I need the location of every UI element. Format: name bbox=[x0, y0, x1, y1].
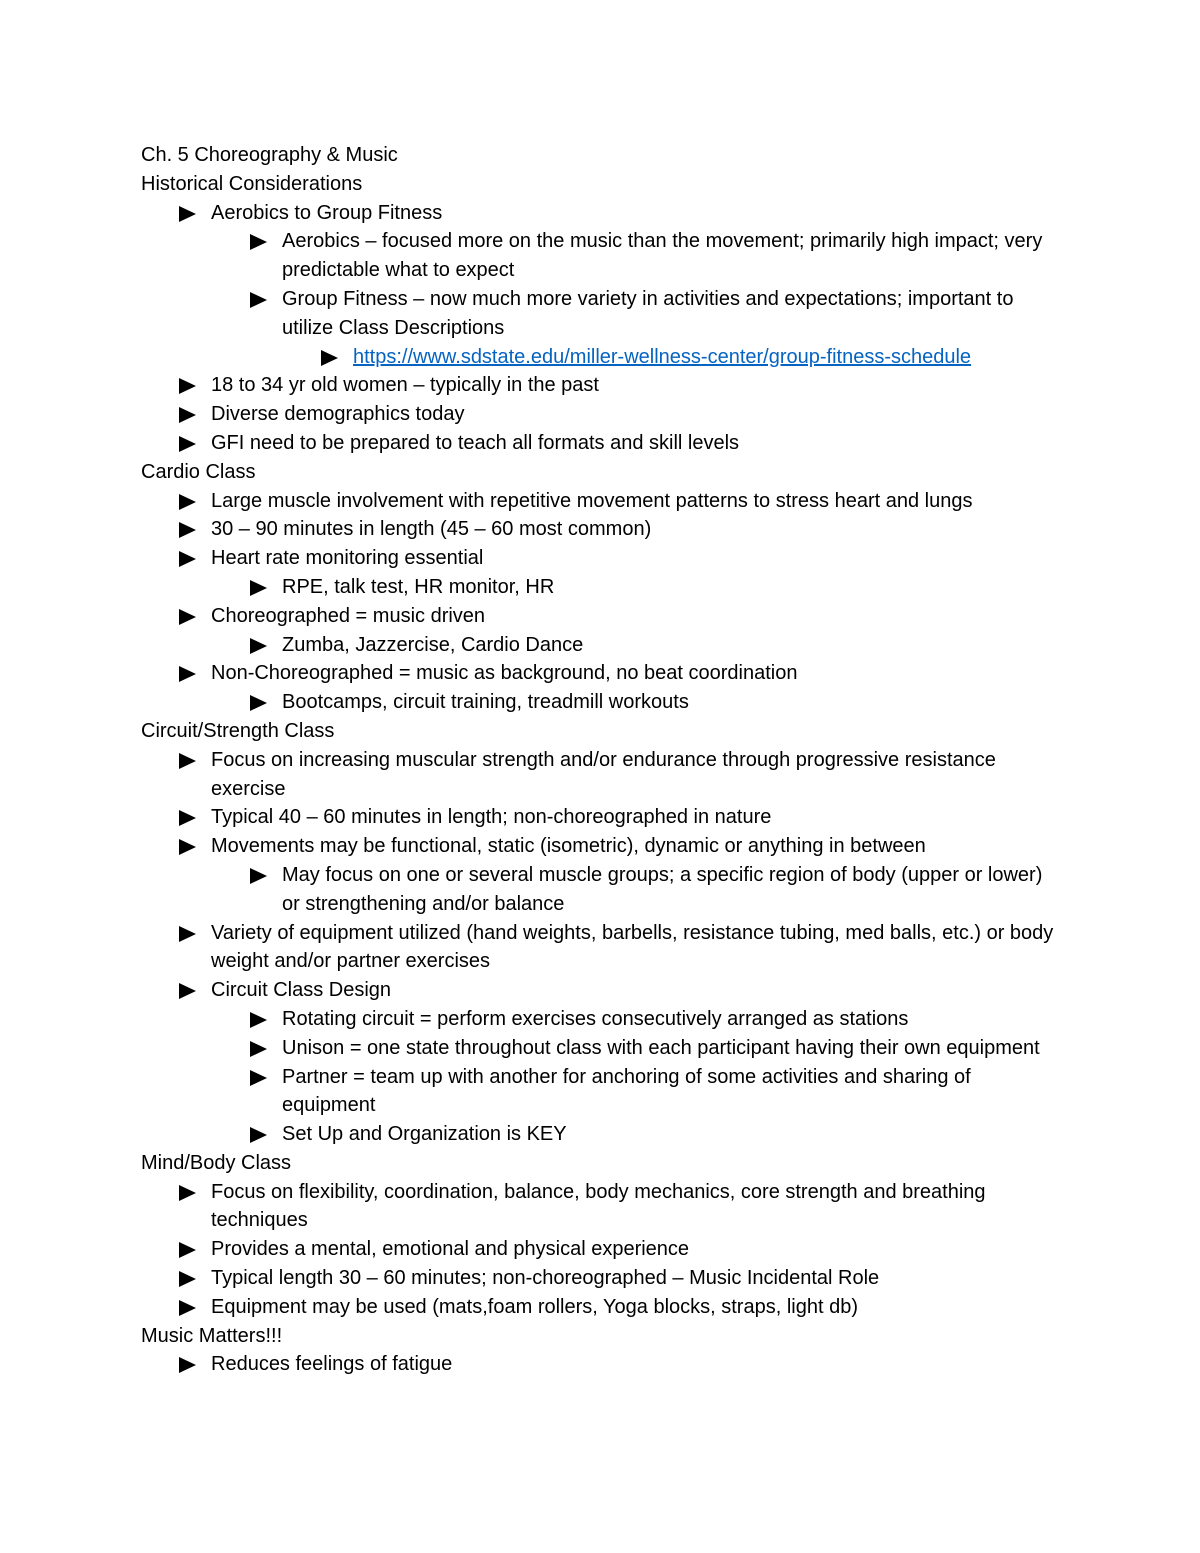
bullet-item-level-1 bbox=[141, 832, 1061, 861]
bullet-arrow-icon bbox=[179, 753, 196, 769]
bullet-arrow-icon bbox=[179, 494, 196, 510]
bullet-item-level-2 bbox=[141, 1120, 1061, 1149]
bullet-item-level-1 bbox=[141, 199, 1061, 228]
bullet-arrow-icon bbox=[250, 638, 267, 654]
document-title: Ch. 5 Choreography & Music bbox=[141, 144, 398, 166]
bullet-text: Focus on flexibility, coordination, balance, body mechanics, core strength and breathing techniques bbox=[211, 1180, 986, 1232]
bullet-text: Non-Choreographed = music as background, no beat coordination bbox=[211, 662, 798, 685]
bullet-item-level-1 bbox=[141, 400, 1061, 429]
bullet-item-level-2 bbox=[141, 861, 1061, 919]
bullet-item-level-2 bbox=[141, 1063, 1061, 1121]
bullet-text: Rotating circuit = perform exercises consecutively arranged as stations bbox=[282, 1007, 909, 1030]
bullet-arrow-icon bbox=[179, 666, 196, 682]
bullet-arrow-icon bbox=[250, 292, 267, 308]
bullet-arrow-icon bbox=[179, 1300, 196, 1316]
bullet-text: GFI need to be prepared to teach all formats and skill levels bbox=[211, 431, 740, 454]
bullet-text: Movements may be functional, static (isometric), dynamic or anything in between bbox=[211, 835, 926, 858]
bullet-arrow-icon bbox=[250, 234, 267, 250]
bullet-arrow-icon bbox=[179, 1357, 196, 1373]
bullet-arrow-icon bbox=[179, 839, 196, 855]
bullet-text: Large muscle involvement with repetitive movement patterns to stress heart and lungs bbox=[211, 489, 973, 512]
bullet-item-level-1 bbox=[141, 976, 1061, 1005]
bullet-arrow-icon bbox=[179, 983, 196, 999]
bullet-text: May focus on one or several muscle groups; a specific region of body (upper or lower) or strengthening and/or balance bbox=[282, 863, 1043, 915]
bullet-arrow-icon bbox=[250, 1012, 267, 1028]
bullet-arrow-icon bbox=[179, 436, 196, 452]
bullet-text: Typical 40 – 60 minutes in length; non-choreographed in nature bbox=[211, 806, 772, 829]
bullet-text: RPE, talk test, HR monitor, HR bbox=[282, 575, 555, 598]
bullet-item-level-1 bbox=[141, 602, 1061, 631]
bullet-arrow-icon bbox=[179, 609, 196, 625]
bullet-item-level-1 bbox=[141, 487, 1061, 516]
section-heading: Circuit/Strength Class bbox=[141, 719, 335, 742]
bullet-text: Focus on increasing muscular strength and/or endurance through progressive resistance exercise bbox=[211, 748, 996, 800]
bullet-item-level-1 bbox=[141, 371, 1061, 400]
bullet-arrow-icon bbox=[250, 1127, 267, 1143]
bullet-text: Zumba, Jazzercise, Cardio Dance bbox=[282, 633, 584, 656]
bullet-text: Group Fitness – now much more variety in activities and expectations; important to utilize Class Descriptions bbox=[282, 287, 1014, 339]
section-heading: Cardio Class bbox=[141, 460, 256, 483]
section-heading: Music Matters!!! bbox=[141, 1324, 283, 1347]
bullet-item-level-2 bbox=[141, 1034, 1061, 1063]
bullet-arrow-icon bbox=[321, 350, 338, 366]
bullet-item-level-1 bbox=[141, 1178, 1061, 1236]
bullet-item-level-1 bbox=[141, 1264, 1061, 1293]
bullet-text: Variety of equipment utilized (hand weights, barbells, resistance tubing, med balls, etc.) or body weight and/or partner exercises bbox=[211, 921, 1054, 973]
bullet-text: Equipment may be used (mats,foam rollers, Yoga blocks, straps, light db) bbox=[211, 1295, 858, 1318]
bullet-text: Aerobics – focused more on the music than the movement; primarily high impact; very predictable what to expect bbox=[282, 230, 1043, 282]
bullet-arrow-icon bbox=[179, 926, 196, 942]
document-body bbox=[141, 141, 1061, 1379]
bullet-item-level-2 bbox=[141, 573, 1061, 602]
bullet-arrow-icon bbox=[179, 522, 196, 538]
bullet-item-level-1 bbox=[141, 1293, 1061, 1322]
bullet-text: Reduces feelings of fatigue bbox=[211, 1353, 453, 1376]
bullet-text: Provides a mental, emotional and physical experience bbox=[211, 1238, 690, 1261]
bullet-arrow-icon bbox=[179, 810, 196, 826]
bullet-arrow-icon bbox=[250, 1070, 267, 1086]
bullet-text: Set Up and Organization is KEY bbox=[282, 1123, 567, 1146]
bullet-item-level-1 bbox=[141, 544, 1061, 573]
bullet-text: 30 – 90 minutes in length (45 – 60 most common) bbox=[211, 518, 652, 541]
bullet-item-level-1 bbox=[141, 659, 1061, 688]
bullet-arrow-icon bbox=[179, 1242, 196, 1258]
bullet-item-level-1 bbox=[141, 919, 1061, 977]
bullet-text: Unison = one state throughout class with each participant having their own equipment bbox=[282, 1036, 1040, 1059]
bullet-text: Diverse demographics today bbox=[211, 403, 465, 426]
bullet-arrow-icon bbox=[179, 1271, 196, 1287]
bullet-item-level-2 bbox=[141, 285, 1061, 343]
bullet-item-level-1 bbox=[141, 803, 1061, 832]
bullet-arrow-icon bbox=[179, 206, 196, 222]
bullet-item-level-2 bbox=[141, 631, 1061, 660]
bullet-item-level-1 bbox=[141, 429, 1061, 458]
bullet-text: Bootcamps, circuit training, treadmill workouts bbox=[282, 691, 689, 714]
bullet-item-level-1 bbox=[141, 1350, 1061, 1379]
section-heading: Mind/Body Class bbox=[141, 1151, 292, 1174]
section-heading: Historical Considerations bbox=[141, 172, 363, 195]
bullet-arrow-icon bbox=[250, 868, 267, 884]
bullet-arrow-icon bbox=[179, 551, 196, 567]
bullet-item-level-1 bbox=[141, 746, 1061, 804]
bullet-item-level-1 bbox=[141, 515, 1061, 544]
bullet-text: Aerobics to Group Fitness bbox=[211, 201, 443, 224]
bullet-text: 18 to 34 yr old women – typically in the past bbox=[211, 374, 599, 397]
bullet-arrow-icon bbox=[179, 1185, 196, 1201]
bullet-item-level-2 bbox=[141, 688, 1061, 717]
bullet-text: Heart rate monitoring essential bbox=[211, 547, 484, 570]
bullet-arrow-icon bbox=[250, 1041, 267, 1057]
bullet-arrow-icon bbox=[250, 580, 267, 596]
bullet-item-level-1 bbox=[141, 1235, 1061, 1264]
bullet-arrow-icon bbox=[179, 378, 196, 394]
bullet-item-level-2 bbox=[141, 227, 1061, 285]
bullet-text: Circuit Class Design bbox=[211, 979, 392, 1002]
bullet-arrow-icon bbox=[250, 695, 267, 711]
bullet-text: Choreographed = music driven bbox=[211, 604, 486, 627]
bullet-item-level-2 bbox=[141, 1005, 1061, 1034]
bullet-text: Partner = team up with another for anchoring of some activities and sharing of equipment bbox=[282, 1065, 971, 1117]
schedule-link[interactable]: https://www.sdstate.edu/miller-wellness-center/group-fitness-schedule bbox=[353, 345, 972, 368]
bullet-text: Typical length 30 – 60 minutes; non-choreographed – Music Incidental Role bbox=[211, 1267, 880, 1290]
bullet-arrow-icon bbox=[179, 407, 196, 423]
bullet-item-level-3 bbox=[141, 343, 1061, 372]
